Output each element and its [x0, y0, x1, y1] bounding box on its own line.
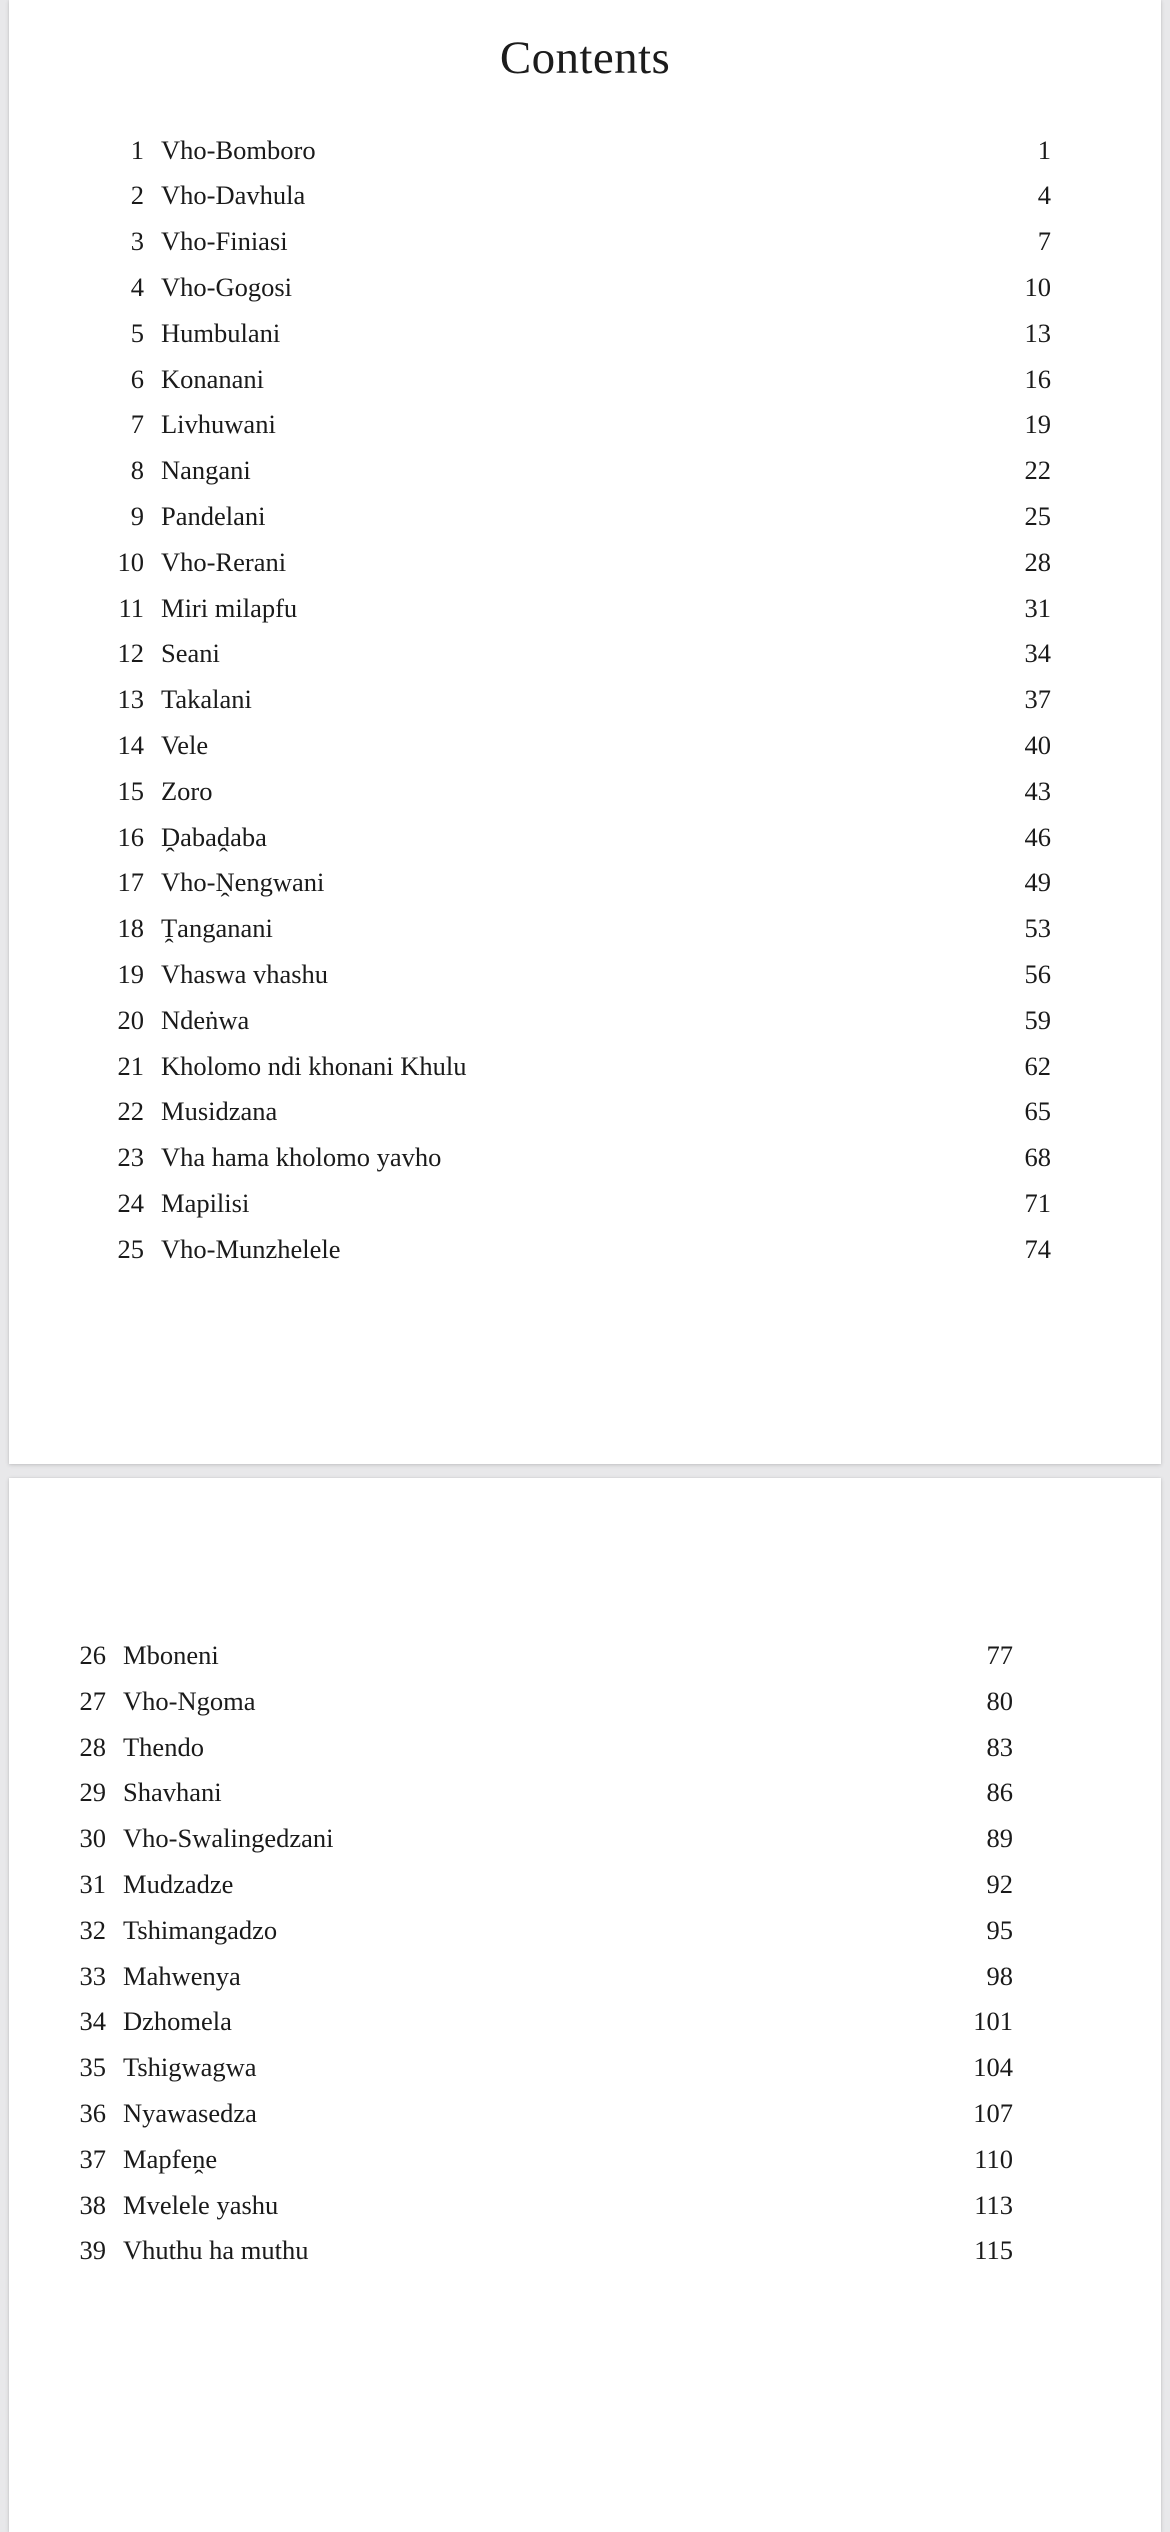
toc-entry[interactable] — [9, 1908, 1161, 1954]
toc-entry-number: 22 — [117, 1096, 144, 1127]
toc-entry-number: 4 — [130, 272, 144, 303]
toc-entry-title: Mudzadze — [123, 1868, 234, 1899]
toc-entry-number: 19 — [117, 959, 144, 990]
toc-entry-number: 33 — [79, 1960, 106, 1991]
toc-entry-number: 36 — [79, 2097, 106, 2128]
toc-entry-title: Thendo — [123, 1731, 204, 1762]
toc-entry-number: 14 — [117, 730, 144, 761]
toc-entry-page-number: 92 — [986, 1868, 1013, 1899]
toc-entry-title: Miri milapfu — [161, 592, 298, 623]
toc-entry[interactable] — [9, 723, 1161, 769]
toc-entry[interactable] — [9, 173, 1161, 219]
toc-entry-page-number: 19 — [1024, 409, 1051, 440]
toc-entry-page-number: 83 — [986, 1731, 1013, 1762]
toc-entry-number: 12 — [117, 638, 144, 669]
toc-entry[interactable] — [9, 1954, 1161, 2000]
toc-entry-number: 6 — [130, 363, 144, 394]
toc-entry-number: 18 — [117, 913, 144, 944]
toc-entry[interactable] — [9, 1679, 1161, 1725]
toc-entry[interactable] — [9, 952, 1161, 998]
toc-entry-page-number: 4 — [1037, 180, 1051, 211]
toc-entry-title: Takalani — [161, 684, 252, 715]
toc-entry-title: Nyawasedza — [123, 2097, 257, 2128]
toc-entry[interactable] — [9, 128, 1161, 174]
toc-entry-number: 38 — [79, 2189, 106, 2220]
toc-entry[interactable] — [9, 1725, 1161, 1771]
toc-entry-title: Mboneni — [123, 1640, 219, 1670]
toc-entry[interactable] — [9, 769, 1161, 815]
toc-entry-page-number: 25 — [1024, 501, 1051, 532]
toc-entry-page-number: 104 — [973, 2052, 1013, 2083]
toc-entry-page-number: 68 — [1024, 1142, 1051, 1173]
toc-entry-number: 21 — [117, 1050, 144, 1081]
toc-entry-title: Pandelani — [161, 501, 266, 532]
toc-entry-page-number: 1 — [1037, 134, 1051, 165]
toc-entry-number: 9 — [130, 501, 144, 532]
toc-entry-number: 37 — [79, 2143, 106, 2174]
toc-list-page-2 — [9, 1478, 1161, 2274]
toc-entry-title: Dzhomela — [123, 2006, 232, 2037]
toc-entry-number: 11 — [118, 592, 144, 623]
toc-entry[interactable] — [9, 2228, 1161, 2274]
toc-entry[interactable] — [9, 448, 1161, 494]
toc-entry-page-number: 16 — [1024, 363, 1051, 394]
toc-entry-number: 31 — [79, 1868, 106, 1899]
toc-entry-title: Nangani — [161, 455, 251, 486]
toc-entry-title: Konanani — [161, 363, 265, 394]
toc-page-2 — [9, 1478, 1161, 2532]
toc-entry-title: Vho-Swalingedzani — [123, 1823, 334, 1854]
toc-entry-number: 24 — [117, 1188, 144, 1219]
toc-entry[interactable] — [9, 860, 1161, 906]
toc-entry-page-number: 22 — [1024, 455, 1051, 486]
toc-entry[interactable] — [9, 1862, 1161, 1908]
toc-entry-page-number: 59 — [1024, 1004, 1051, 1035]
toc-entry-page-number: 101 — [973, 2006, 1013, 2037]
toc-entry-page-number: 89 — [986, 1823, 1013, 1854]
page-separator — [0, 1464, 1170, 1478]
toc-entry-title: Humbulani — [161, 317, 281, 348]
toc-entry-page-number: 74 — [1024, 1233, 1051, 1264]
toc-entry-number: 8 — [130, 455, 144, 486]
toc-entry[interactable] — [9, 1816, 1161, 1862]
toc-entry-number: 16 — [117, 821, 144, 852]
toc-entry-page-number: 56 — [1024, 959, 1051, 990]
toc-entry-title: Mahwenya — [123, 1960, 241, 1991]
toc-entry-page-number: 77 — [986, 1640, 1013, 1670]
toc-entry-number: 15 — [117, 775, 144, 806]
toc-entry-page-number: 7 — [1037, 226, 1051, 257]
toc-entry[interactable] — [9, 906, 1161, 952]
toc-entry[interactable] — [9, 2137, 1161, 2183]
toc-entry-page-number: 10 — [1024, 272, 1051, 303]
toc-entry-title: Vho-Finiasi — [161, 226, 288, 257]
toc-entry-number: 20 — [117, 1004, 144, 1035]
toc-entry-number: 3 — [130, 226, 144, 257]
toc-entry-number: 32 — [79, 1914, 106, 1945]
toc-entry-page-number: 53 — [1024, 913, 1051, 944]
toc-entry-page-number: 28 — [1024, 546, 1051, 577]
toc-entry[interactable] — [9, 1227, 1161, 1273]
toc-entry-number: 26 — [79, 1640, 106, 1670]
toc-entry-page-number: 95 — [986, 1914, 1013, 1945]
toc-list-page-1 — [9, 85, 1161, 1273]
toc-entry-number: 7 — [130, 409, 144, 440]
toc-entry-number: 1 — [130, 134, 144, 165]
toc-entry-number: 30 — [79, 1823, 106, 1854]
toc-entry[interactable] — [9, 2045, 1161, 2091]
toc-entry-title: Mapilisi — [161, 1188, 250, 1219]
toc-entry[interactable] — [9, 1999, 1161, 2045]
toc-entry-page-number: 65 — [1024, 1096, 1051, 1127]
toc-entry[interactable] — [9, 631, 1161, 677]
toc-entry-number: 23 — [117, 1142, 144, 1173]
toc-entry[interactable] — [9, 219, 1161, 265]
toc-entry-title: Ḓabaḓaba — [161, 821, 267, 852]
toc-entry-page-number: 37 — [1024, 684, 1051, 715]
toc-entry-title: Shavhani — [123, 1777, 222, 1808]
toc-entry-title: Vho-Gogosi — [161, 272, 293, 303]
toc-entry-page-number: 40 — [1024, 730, 1051, 761]
toc-entry[interactable] — [9, 815, 1161, 861]
toc-entry[interactable] — [9, 1181, 1161, 1227]
toc-entry-title: Vho-Rerani — [161, 546, 287, 577]
toc-entry[interactable] — [9, 1633, 1161, 1679]
toc-entry-title: Ṱanganani — [161, 913, 273, 944]
toc-entry[interactable] — [9, 265, 1161, 311]
toc-entry-title: Musidzana — [161, 1096, 278, 1127]
toc-entry[interactable] — [9, 677, 1161, 723]
toc-entry-title: Seani — [161, 638, 220, 669]
toc-entry-number: 2 — [130, 180, 144, 211]
toc-entry-number: 29 — [79, 1777, 106, 1808]
toc-entry-number: 10 — [117, 546, 144, 577]
toc-entry-page-number: 86 — [986, 1777, 1013, 1808]
toc-entry-page-number: 43 — [1024, 775, 1051, 806]
toc-entry-title: Mapfeṋe — [123, 2143, 218, 2174]
toc-entry-title: Vhuthu ha muthu — [123, 2235, 309, 2266]
toc-entry-title: Vhaswa vhashu — [161, 959, 329, 990]
toc-entry-title: Vho-Davhula — [161, 180, 306, 211]
toc-entry[interactable] — [9, 2091, 1161, 2137]
toc-entry-page-number: 34 — [1024, 638, 1051, 669]
toc-entry-page-number: 31 — [1024, 592, 1051, 623]
toc-entry-page-number: 71 — [1024, 1188, 1051, 1219]
toc-entry-title: Mvelele yashu — [123, 2189, 279, 2220]
toc-entry[interactable] — [9, 1770, 1161, 1816]
toc-entry[interactable] — [9, 311, 1161, 357]
page-title: Contents — [499, 32, 671, 84]
toc-entry-title: Tshimangadzo — [123, 1914, 278, 1945]
toc-entry-title: Tshigwagwa — [123, 2052, 257, 2083]
toc-entry[interactable] — [9, 1044, 1161, 1090]
toc-page-1 — [9, 0, 1161, 1464]
toc-entry[interactable] — [9, 1089, 1161, 1135]
toc-entry-number: 34 — [79, 2006, 106, 2037]
toc-entry-number: 28 — [79, 1731, 106, 1762]
toc-entry-title: Vho-Munzhelele — [161, 1233, 341, 1264]
toc-entry[interactable] — [9, 357, 1161, 403]
toc-entry-page-number: 110 — [974, 2143, 1013, 2174]
toc-entry[interactable] — [9, 494, 1161, 540]
toc-entry-number: 17 — [117, 867, 144, 898]
toc-entry[interactable] — [9, 586, 1161, 632]
toc-entry-page-number: 115 — [974, 2235, 1013, 2266]
toc-entry-title: Ndeṅwa — [161, 1004, 250, 1035]
toc-entry[interactable] — [9, 1135, 1161, 1181]
toc-entry-title: Vele — [161, 730, 209, 761]
toc-entry-title: Livhuwani — [161, 409, 276, 440]
toc-entry-title: Kholomo ndi khonani Khulu — [161, 1050, 467, 1081]
toc-entry-number: 35 — [79, 2052, 106, 2083]
toc-entry[interactable] — [9, 402, 1161, 448]
toc-entry-number: 27 — [79, 1685, 106, 1716]
toc-entry-title: Vho-Ngoma — [123, 1685, 256, 1716]
toc-entry-page-number: 98 — [986, 1960, 1013, 1991]
toc-entry-number: 39 — [79, 2235, 106, 2266]
toc-entry-number: 13 — [117, 684, 144, 715]
toc-entry-title: Vho-Ṋengwani — [161, 867, 325, 898]
toc-entry-page-number: 80 — [986, 1685, 1013, 1716]
toc-entry-title: Zoro — [161, 775, 213, 806]
toc-entry-title: Vha hama kholomo yavho — [161, 1142, 442, 1173]
toc-entry[interactable] — [9, 2183, 1161, 2229]
toc-entry-number: 5 — [130, 317, 144, 348]
toc-entry-page-number: 49 — [1024, 867, 1051, 898]
toc-entry-title: Vho-Bomboro — [161, 134, 316, 165]
toc-entry-page-number: 113 — [974, 2189, 1013, 2220]
toc-entry[interactable] — [9, 540, 1161, 586]
toc-entry-number: 25 — [117, 1233, 144, 1264]
toc-entry-page-number: 62 — [1024, 1050, 1051, 1081]
toc-entry-page-number: 13 — [1024, 317, 1051, 348]
toc-entry-page-number: 46 — [1024, 821, 1051, 852]
toc-entry[interactable] — [9, 998, 1161, 1044]
toc-entry-page-number: 107 — [973, 2097, 1013, 2128]
